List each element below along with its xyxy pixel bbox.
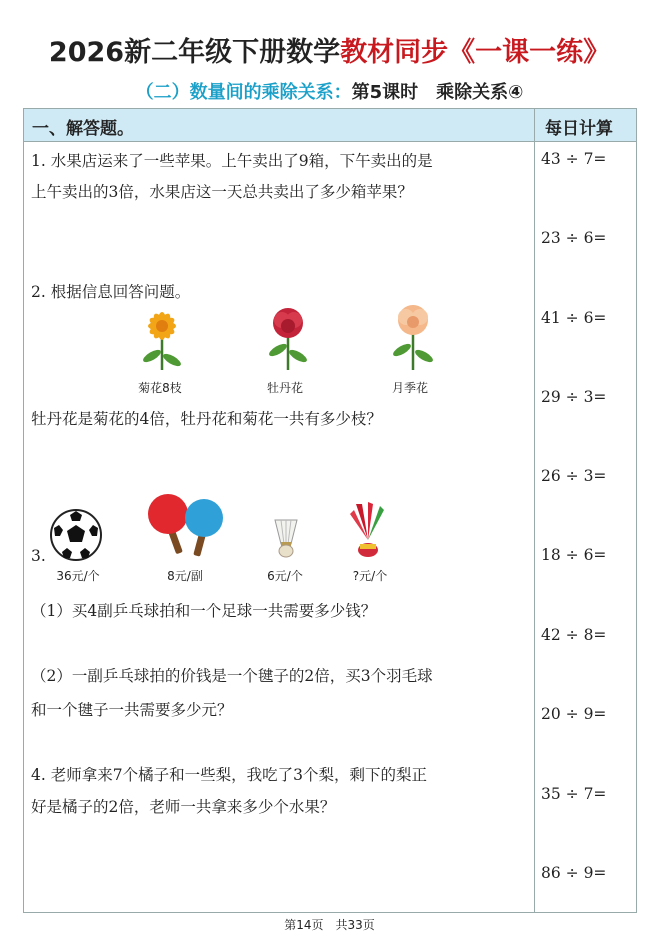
q3-number: 3.	[31, 547, 46, 565]
daily-calc-item: 43 ÷ 7=	[541, 150, 607, 168]
q2-intro: 2. 根据信息回答问题。	[31, 283, 191, 301]
daily-calc-item: 42 ÷ 8=	[541, 626, 607, 644]
q3-part2-line1: （2）一副乒乓球拍的价钱是一个毽子的2倍，买3个羽毛球	[31, 667, 433, 685]
shuttlecock-price: 6元/个	[267, 569, 303, 583]
header-divider	[24, 141, 636, 142]
chrysanthemum-icon	[130, 308, 194, 372]
daily-calc-item: 41 ÷ 6=	[541, 309, 607, 327]
q2-question: 牡丹花是菊花的4倍，牡丹花和菊花一共有多少枝？	[31, 410, 382, 428]
q4-line1: 4. 老师拿来7个橘子和一些梨，我吃了3个梨，剩下的梨正	[31, 766, 427, 784]
title-highlight: 教材同步《一课一练》	[340, 37, 611, 68]
daily-calc-item: 18 ÷ 6=	[541, 546, 607, 564]
subtitle-unit: （二）数量间的乘除关系：	[135, 82, 352, 103]
q3-part1: （1）买4副乒乓球拍和一个足球一共需要多少钱？	[31, 602, 377, 620]
shuttlecock-toy-jianzi-icon	[348, 500, 388, 560]
section-label: 一、解答题。	[32, 119, 134, 139]
daily-calc-item: 35 ÷ 7=	[541, 785, 607, 803]
subtitle-lesson: 第5课时 乘除关系④	[351, 82, 524, 103]
column-divider	[534, 109, 535, 912]
q1-line2: 上午卖出的3倍，水果店这一天总共卖出了多少箱苹果？	[31, 183, 413, 201]
soccer-ball-icon	[49, 508, 103, 562]
daily-calc-item: 20 ÷ 9=	[541, 705, 607, 723]
page-title	[0, 30, 659, 69]
peony-icon	[258, 306, 318, 372]
page-number: 第14页 共33页	[284, 918, 375, 932]
chrysanthemum-caption: 菊花8枝	[138, 381, 182, 395]
ping-pong-paddles-icon	[148, 492, 230, 558]
jianzi-price: ?元/个	[352, 569, 388, 583]
q4-line2: 好是橘子的2倍，老师一共拿来多少个水果？	[31, 798, 336, 816]
q1-line1: 1. 水果店运来了一些苹果。上午卖出了9箱，下午卖出的是	[31, 152, 433, 170]
paddles-price: 8元/副	[167, 569, 203, 583]
page-subtitle	[0, 78, 659, 104]
daily-calc-item: 23 ÷ 6=	[541, 229, 607, 247]
daily-calc-item: 26 ÷ 3=	[541, 467, 607, 485]
shuttlecock-icon	[271, 518, 301, 558]
daily-calc-item: 86 ÷ 9=	[541, 864, 607, 882]
daily-calc-label: 每日计算	[545, 119, 613, 139]
soccer-ball-price: 36元/个	[56, 569, 100, 583]
title-main: 2026新二年级下册数学	[48, 37, 341, 68]
rose-icon	[383, 304, 443, 372]
daily-calc-item: 29 ÷ 3=	[541, 388, 607, 406]
rose-caption: 月季花	[391, 381, 428, 395]
peony-caption: 牡丹花	[266, 381, 303, 395]
q3-part2-line2: 和一个毽子一共需要多少元？	[31, 701, 233, 719]
